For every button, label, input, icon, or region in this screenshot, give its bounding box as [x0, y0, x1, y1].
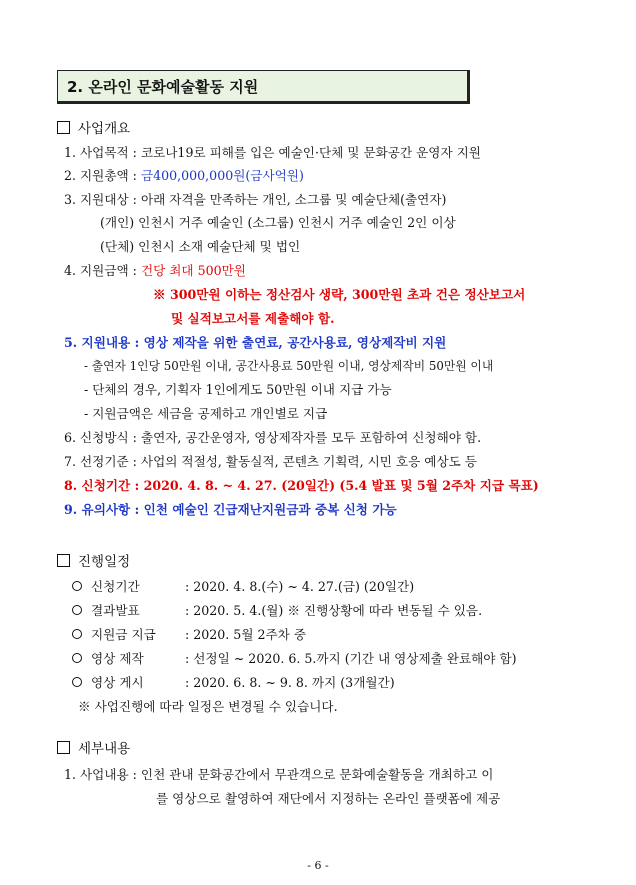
checkbox-square-icon [57, 741, 70, 754]
schedule-heading-text: 진행일정 [78, 554, 131, 570]
total-amount: 금400,000,000원(금사억원) [140, 168, 304, 183]
overview-item-6: 6. 신청방식 : 출연자, 공간운영자, 영상제작자를 모두 포함하여 신청해야 함. [64, 430, 482, 445]
overview-item-1: 1. 사업목적 : 코로나19로 피해를 입은 예술인·단체 및 문화공간 운영자 지원 [64, 145, 481, 160]
schedule-row: 신청기간 : 2020. 4. 8.(수) ~ 4. 27.(금) (20일간) [72, 578, 414, 596]
overview-item-4: 4. 지원금액 : 건당 최대 500만원 [64, 263, 246, 278]
details-item-1-line-1: 1. 사업내용 : 인천 관내 문화공간에서 무관객으로 문화예술활동을 개최하고 이 [64, 767, 494, 782]
overview-item-5: 5. 지원내용 : 영상 제작을 위한 출연료, 공간사용료, 영상제작비 지원 [64, 335, 447, 350]
details-heading-text: 세부내용 [78, 741, 131, 757]
checkbox-square-icon [57, 554, 70, 567]
schedule-note: ※ 사업진행에 따라 일정은 변경될 수 있습니다. [78, 699, 338, 714]
circle-bullet-icon [72, 677, 82, 687]
overview-item-5-sub-1: - 출연자 1인당 50만원 이내, 공간사용료 50만원 이내, 영상제작비 50만원 이내 [84, 359, 494, 373]
overview-item-5-sub-3: - 지원금액은 세금을 공제하고 개인별로 지급 [84, 406, 328, 421]
circle-bullet-icon [72, 653, 82, 663]
section-title: 2. 온라인 문화예술활동 지원 [57, 70, 470, 104]
overview-heading [57, 120, 130, 138]
overview-item-4-note-2: 및 실적보고서를 제출해야 함. [171, 311, 335, 326]
schedule-heading [57, 553, 130, 571]
checkbox-square-icon [57, 121, 70, 134]
max-amount: 건당 최대 500만원 [140, 263, 246, 278]
overview-item-5-sub-2: - 단체의 경우, 기획자 1인에게도 50만원 이내 지급 가능 [84, 382, 392, 397]
overview-item-4-note-1: ※ 300만원 이하는 정산검사 생략, 300만원 초과 건은 정산보고서 [153, 287, 526, 302]
overview-item-3: 3. 지원대상 : 아래 자격을 만족하는 개인, 소그룹 및 예술단체(출연자) [64, 192, 447, 207]
circle-bullet-icon [72, 581, 82, 591]
schedule-row: 영상 게시 : 2020. 6. 8. ~ 9. 8. 까지 (3개월간) [72, 674, 395, 692]
overview-item-9: 9. 유의사항 : 인천 예술인 긴급재난지원금과 중복 신청 가능 [64, 502, 397, 517]
circle-bullet-icon [72, 629, 82, 639]
details-item-1-line-2: 를 영상으로 촬영하여 재단에서 지정하는 온라인 플랫폼에 제공 [156, 791, 501, 806]
overview-item-2: 2. 지원총액 : 금400,000,000원(금사억원) [64, 168, 304, 183]
details-heading [57, 740, 130, 758]
schedule-row: 지원금 지급 : 2020. 5월 2주차 중 [72, 626, 306, 644]
overview-item-8: 8. 신청기간 : 2020. 4. 8. ~ 4. 27. (20일간) (5.4 발표 및 5월 2주차 지급 목표) [64, 478, 539, 493]
overview-item-7: 7. 선정기준 : 사업의 적절성, 활동실적, 콘텐츠 기획력, 시민 호응 예상도 등 [64, 454, 477, 469]
schedule-row: 영상 제작 : 선정일 ~ 2020. 6. 5.까지 (기간 내 영상제출 완료해야 함) [72, 650, 517, 668]
page-number: - 6 - [307, 859, 329, 872]
overview-item-3-sub-1: (개인) 인천시 거주 예술인 (소그룹) 인천시 거주 예술인 2인 이상 [100, 215, 456, 230]
overview-heading-text: 사업개요 [78, 121, 131, 137]
overview-item-3-sub-2: (단체) 인천시 소재 예술단체 및 법인 [100, 239, 301, 254]
circle-bullet-icon [72, 605, 82, 615]
schedule-row: 결과발표 : 2020. 5. 4.(월) ※ 진행상황에 따라 변동될 수 있음. [72, 602, 482, 620]
